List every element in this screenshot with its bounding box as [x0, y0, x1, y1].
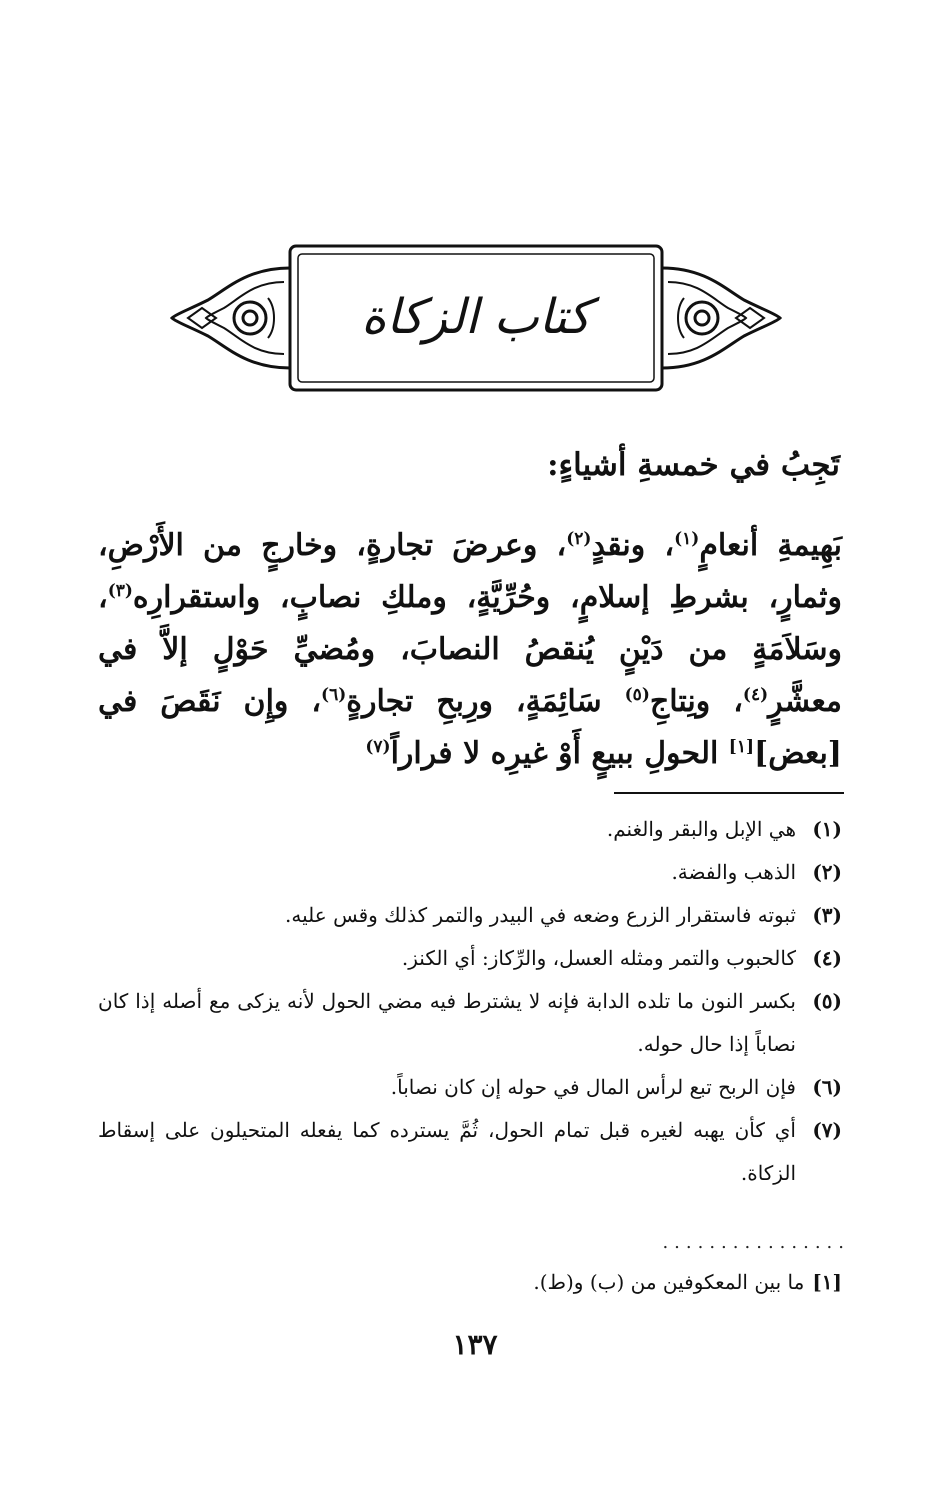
footnote-4 [98, 937, 842, 980]
footnote-text: الذهب والفضة. [671, 860, 796, 884]
footnote-text: ثبوته فاستقرار الزرع وضعه في البيدر والتمر كذلك وقس عليه. [285, 903, 796, 927]
editor-separator: ................ [662, 1232, 850, 1253]
footnote-7 [98, 1109, 842, 1195]
body-segment: الحولِ ببيعٍ أَوْ غيرِه لا فراراً [390, 736, 729, 771]
footnote-number: (١) [812, 817, 842, 841]
footnotes-list [98, 808, 842, 1195]
intro-sentence: تَجِبُ في خمسةِ أشياءٍ: [547, 447, 840, 483]
body-segment: ، ونقدٍ [591, 528, 675, 563]
footnote-marker: (٦) [321, 685, 347, 705]
footnote-marker: (٤) [742, 685, 769, 705]
footnote-marker: (٢) [566, 529, 592, 549]
footnote-number: (٦) [812, 1075, 842, 1099]
page-number: ١٣٧ [452, 1328, 498, 1361]
footnote-6 [98, 1066, 842, 1109]
body-segment: بَهِيمةِ أنعامٍ [699, 528, 842, 563]
footnote-marker: (٣) [107, 581, 133, 601]
footnote-5 [98, 980, 842, 1066]
footnote-1 [98, 808, 842, 851]
body-segment: ، وسَلاَمَةٍ من دَيْنٍ يُنقصُ النصابَ، ومُضيِّ حَوْلٍ إلاَّ في معشَّرٍ [98, 580, 842, 719]
editor-note-number: [١] [812, 1270, 842, 1294]
footnote-text: أي كأن يهبه لغيره قبل تمام الحول، ثُمَّ يسترده كما يفعله المتحيلون على إسقاط الزكاة. [98, 1118, 796, 1185]
main-paragraph [98, 520, 842, 780]
body-segment: ، وإِن نَقَصَ في [بعض] [98, 684, 842, 771]
footnote-number: (٧) [812, 1118, 842, 1142]
editor-note-marker: [١] [728, 737, 755, 757]
footnote-text: فإن الربح تبع لرأس المال في حوله إن كان نصاباً. [390, 1075, 796, 1099]
footnote-text: بكسر النون ما تلده الدابة فإنه لا يشترط فيه مضي الحول لأنه يزكى مع أصله إذا كان نصاباً إذا حال حوله. [98, 989, 796, 1056]
footnote-text: هي الإبل والبقر والغنم. [606, 817, 796, 841]
footnote-text: كالحبوب والتمر ومثله العسل، والرِّكاز: أي الكنز. [401, 946, 796, 970]
editor-note [533, 1262, 842, 1302]
footnote-3 [98, 894, 842, 937]
footnote-number: (٥) [812, 989, 842, 1013]
body-segment: سَائِمَةٍ، ورِبحِ تجارةٍ [346, 684, 625, 719]
footnote-number: (٤) [812, 946, 842, 970]
footnote-marker: (٥) [624, 685, 650, 705]
chapter-title: كتاب الزكاة [361, 289, 591, 345]
editor-note-text: ما بين المعكوفين من (ب) و(ط). [533, 1270, 805, 1294]
body-segment: ، ونِتاجِ [649, 684, 743, 719]
footnote-number: (٣) [812, 903, 842, 927]
body-segment: ، وعرضَ تجارةٍ، وخارجٍ من الأَرْضِ، وثمارٍ، بشرطِ إسلامٍ، وحُرِّيَّةٍ، وملكِ نصابٍ، واستقرارِه [98, 528, 842, 615]
footnote-divider [614, 792, 844, 794]
footnote-2 [98, 851, 842, 894]
footnote-marker: (٧) [365, 737, 391, 757]
footnote-number: (٢) [812, 860, 842, 884]
footnote-marker: (١) [674, 529, 700, 549]
